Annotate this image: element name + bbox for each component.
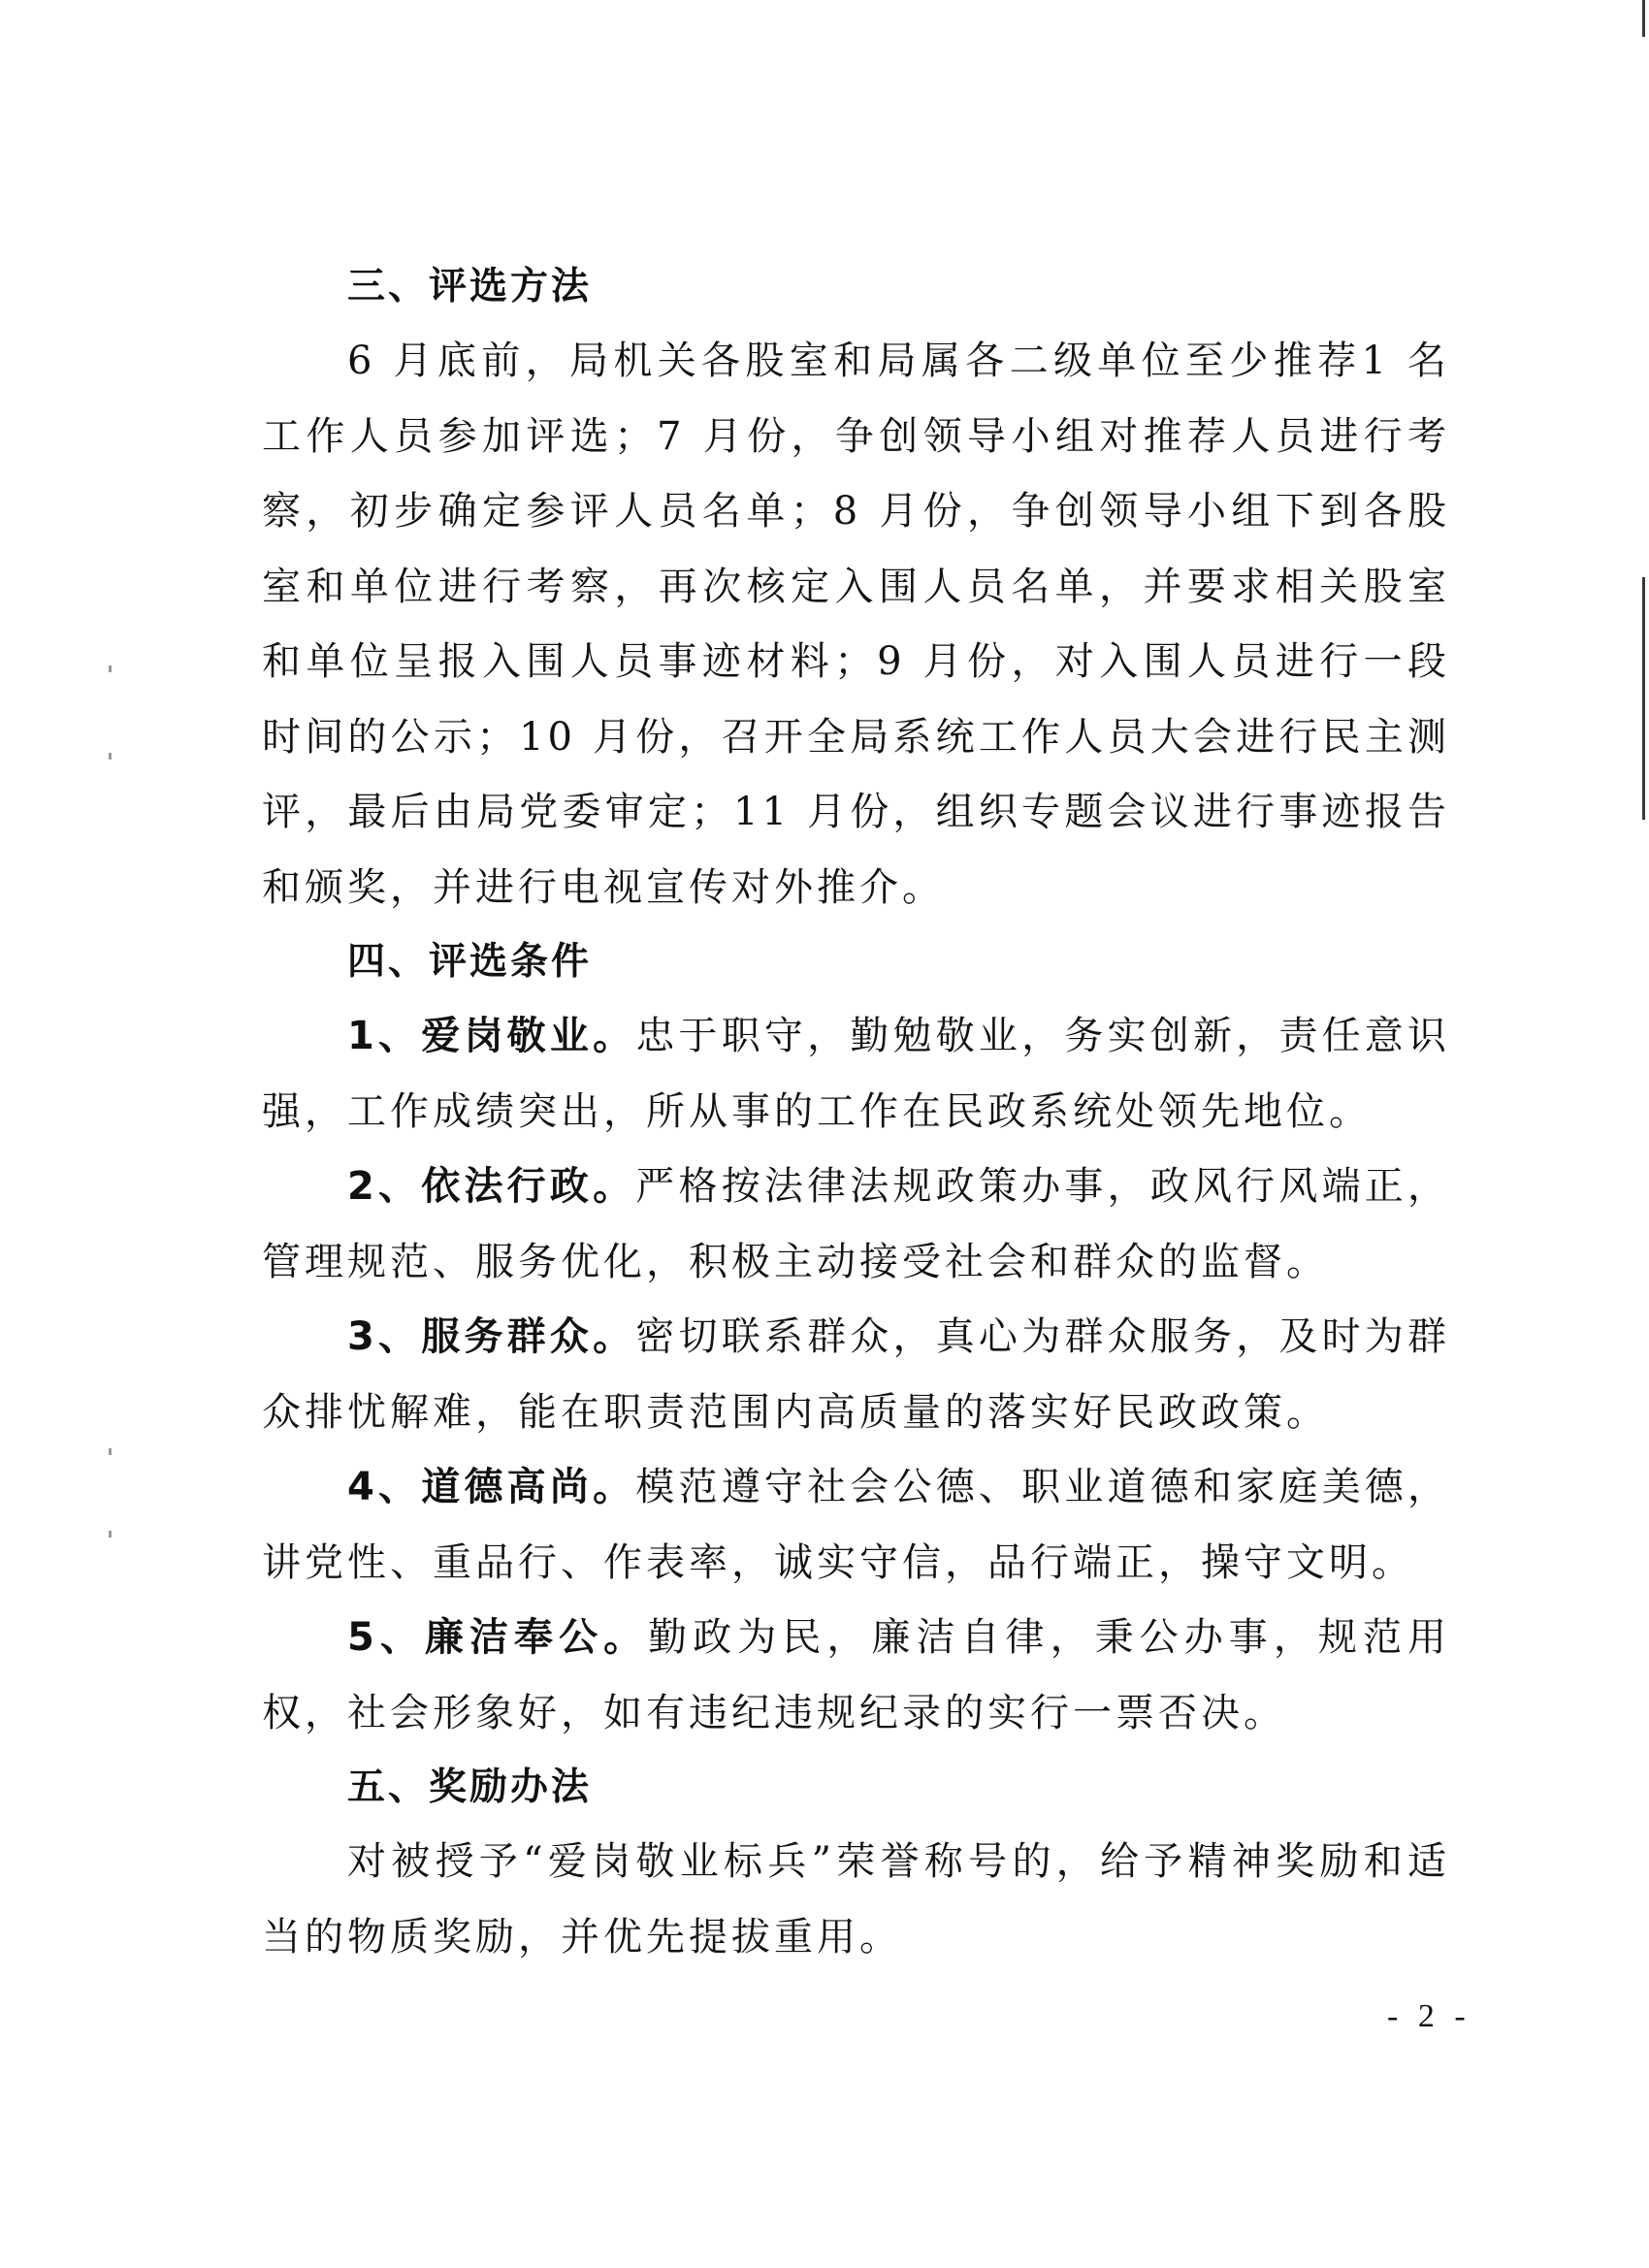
paragraph-text: 对被授予“爱岗敬业标兵”荣誉称号的，给予精神奖励和适当的物质奖励，并优先提拔重用。: [262, 1839, 1450, 1960]
scan-mark: [109, 1448, 112, 1455]
criteria-item-text: 模范遵守社会公德、职业道德和家庭美德，讲党性、重品行、作表率，诚实守信，品行端正，操守文明。: [262, 1465, 1450, 1585]
criteria-item-text: 忠于职守，勤勉敬业，务实创新，责任意识强，工作成绩突出，所从事的工作在民政系统处领先地位。: [262, 1014, 1450, 1134]
criteria-item-text: 勤政为民，廉洁自律，秉公办事，规范用权，社会形象好，如有违纪违规纪录的实行一票否决。: [262, 1615, 1450, 1735]
paragraph-evaluation-method: [262, 324, 1450, 925]
scan-mark: [109, 665, 112, 672]
criteria-item-law-based-administration: [262, 1150, 1450, 1300]
scan-mark: [109, 1531, 112, 1538]
criteria-item-dedication: [262, 999, 1450, 1150]
paragraph-reward-method: [262, 1825, 1450, 1975]
criteria-item-integrity: [262, 1601, 1450, 1751]
page-number: - 2 -: [1387, 1998, 1471, 2034]
criteria-item-text: 严格按法律法规政策办事，政风行风端正，管理规范、服务优化，积极主动接受社会和群众的监督。: [262, 1164, 1450, 1284]
scan-edge-line: [1642, 577, 1645, 820]
scan-edge-line: [1642, 0, 1645, 37]
criteria-item-high-morality: [262, 1450, 1450, 1601]
section-heading-evaluation-method: 三、评选方法: [347, 265, 593, 308]
paragraph-text: 6 月底前，局机关各股室和局属各二级单位至少推荐1 名工作人员参加评选；7 月份，争创领导小组对推荐人员进行考察，初步确定参评人员名单；8 月份，争创领导小组下到各股室和单位进行考察，再次核定入围人员名单，并要求相关股室和单位呈报入围人员事迹材料；9 月份，对入围人员进行一段时间的公示；10 月份，召开全局系统工作人员大会进行民主测评，最后由局党委审定；11 月份，组织专题会议进行事迹报告和颁奖，并进行电视宣传对外推介。: [262, 339, 1450, 910]
criteria-item-serving-the-public: [262, 1300, 1450, 1450]
criteria-item-title: 3、服务群众。: [347, 1314, 636, 1359]
criteria-item-title: 2、依法行政。: [347, 1164, 636, 1209]
criteria-item-title: 4、道德高尚。: [347, 1465, 636, 1509]
criteria-item-title: 5、廉洁奉公。: [347, 1615, 649, 1660]
section-heading-reward-method: 五、奖励办法: [347, 1766, 593, 1809]
document-body: [262, 250, 1450, 1975]
criteria-item-text: 密切联系群众，真心为群众服务，及时为群众排忧解难，能在职责范围内高质量的落实好民政政策。: [262, 1314, 1450, 1435]
scan-mark: [109, 753, 112, 760]
criteria-item-title: 1、爱岗敬业。: [347, 1014, 636, 1058]
section-heading-evaluation-criteria: 四、评选条件: [347, 940, 593, 984]
